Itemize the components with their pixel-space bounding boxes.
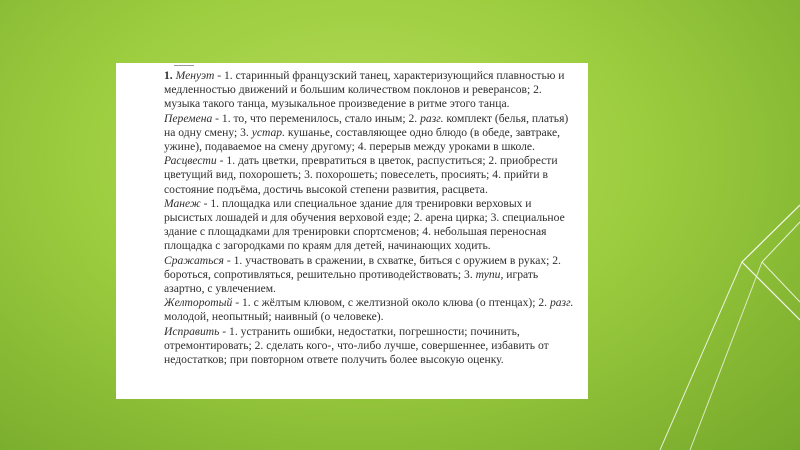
dictionary-entry	[164, 296, 580, 324]
entry-definition: кушанье, составляющее одно блюдо (в обеде, завтраке, ужине), подаваемое на смену другому; 4. перерыв между уроками в школе.	[164, 125, 561, 154]
dictionary-entry	[164, 197, 580, 254]
entry-headword: Менуэт	[175, 69, 215, 82]
entry-definition: - 1. участвовать в сражении, в схватке, биться с оружием в руках; 2. бороться, сопротивляться, решительно противодействовать; 3.	[164, 253, 561, 281]
entry-definition: - 1. устранить ошибки, недостатки, погрешности; починить, отремонтировать; 2. сделать кого-, что-либо лучше, совершеннее, избавить от недостатков; при повторном ответе получить более высокую оценку.	[164, 324, 549, 367]
dictionary-entry	[164, 112, 580, 155]
entry-headword: Манеж	[164, 196, 201, 210]
entry-usage-mark: устар.	[251, 125, 286, 139]
entry-headword: Расцвести	[164, 154, 217, 168]
entry-definition: комплект (белья, платья) на одну смену; 3.	[164, 111, 569, 139]
entry-definition: - 1. старинный французский танец, характеризующийся плавностью и медленностью движений и большим количеством поклонов и реверансов; 2. музыка такого танца, музыкальное произведение в ритме этого танца.	[164, 69, 565, 111]
entry-number: 1.	[164, 69, 173, 82]
entry-definition: молодой, неопытный; наивный (о человеке).	[164, 310, 384, 324]
entry-headword: Желторотый	[164, 296, 233, 310]
entry-usage-mark: разг.	[420, 111, 444, 125]
dictionary-entry	[164, 154, 580, 197]
entry-definition: - 1. площадка или специальное здание для тренировки верховых и рысистых лошадей и для обучения верховой езде; 2. арена цирка; 3. специальное здание с площадками для тренировки спортсменов; 4. небольшая переносная площадка с загородками по краям для детей, начинающих ходить.	[164, 196, 565, 253]
scanned-document	[116, 63, 588, 399]
dictionary-entries	[164, 69, 580, 367]
entry-headword: Исправить	[164, 324, 220, 338]
entry-definition: играть азартно, с увлечением.	[164, 267, 539, 296]
dictionary-entry	[164, 69, 580, 112]
entry-usage-mark: тупи,	[475, 267, 504, 281]
entry-headword: Перемена	[164, 111, 213, 125]
entry-definition: - 1. дать цветки, превратиться в цветок, распуститься; 2. приобрести цветущий вид, похорошеть; 3. похорошеть; повеселеть, просиять; 4. прийти в состояние подъёма, достичь высокой степени развития, расцвета.	[164, 154, 558, 196]
entry-usage-mark: разг.	[549, 296, 574, 310]
entry-headword: Сражаться	[164, 253, 224, 267]
dictionary-entry	[164, 254, 580, 297]
entry-definition: - 1. с жёлтым клювом, с желтизной около клюва (о птенцах); 2.	[232, 296, 550, 310]
dictionary-entry	[164, 325, 580, 368]
entry-definition: - 1. то, что переменилось, стало иным; 2.	[212, 111, 421, 125]
